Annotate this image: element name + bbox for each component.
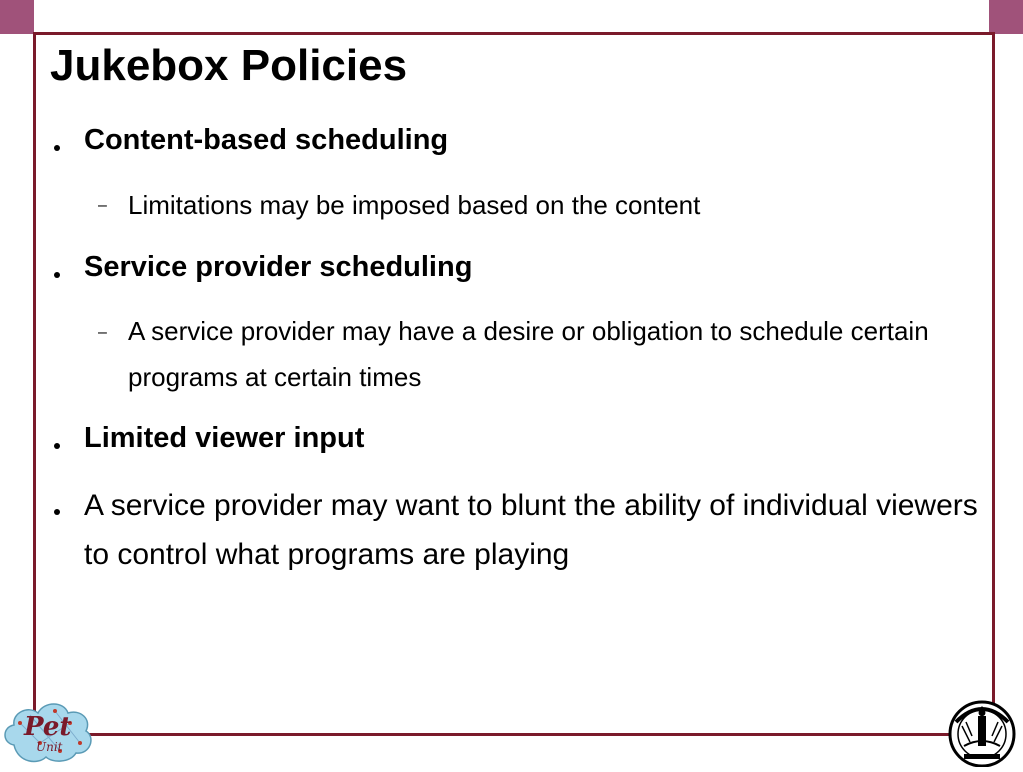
pet-unit-logo-icon [0, 693, 96, 765]
sub-bullet-dash: – [98, 197, 107, 214]
bullet-dot [54, 272, 60, 278]
sub-bullet-text: Limitations may be imposed based on the content [128, 190, 701, 220]
pet-wordmark: Pet [24, 712, 72, 742]
corner-decoration-left [0, 0, 34, 34]
corner-decoration-right [989, 0, 1023, 34]
bullet-dot [54, 509, 60, 515]
institute-seal-icon [942, 692, 1022, 767]
sub-bullet-text: A service provider may have a desire or obligation to schedule certain programs at certain times [128, 316, 929, 392]
bullet-dot [54, 145, 60, 151]
bullet-text: Content-based scheduling [84, 124, 449, 156]
bullet-text: A service provider may want to blunt the ability of individual viewers to control what programs are playing [84, 489, 978, 571]
sub-bullet-dash: – [98, 324, 107, 341]
slide-title: Jukebox Policies [50, 41, 408, 90]
bullet-text: Service provider scheduling [84, 251, 473, 283]
bullet-text: Limited viewer input [84, 422, 365, 454]
unit-wordmark: Unit [36, 740, 63, 754]
bullet-dot [54, 443, 60, 449]
